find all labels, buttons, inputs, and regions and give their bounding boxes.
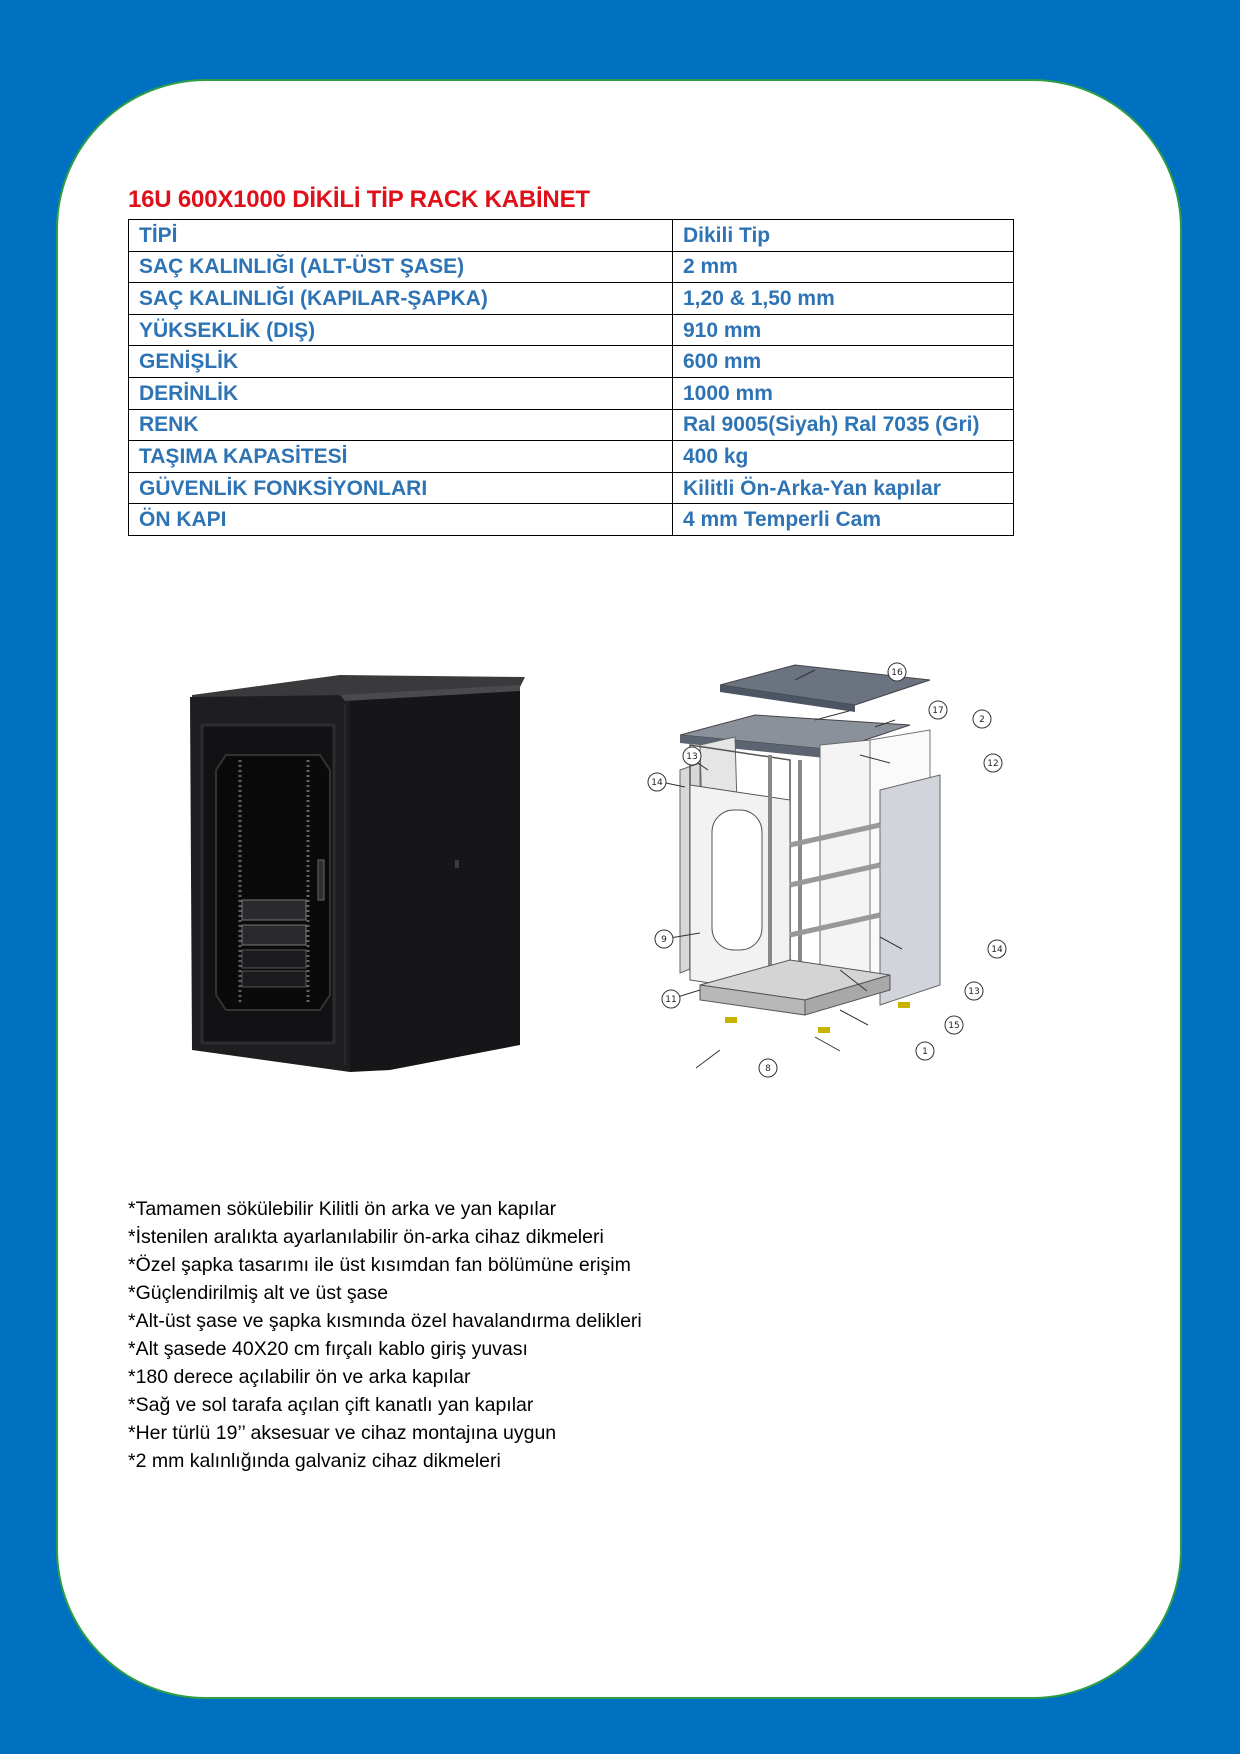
feature-item: *Her türlü 19’’ aksesuar ve cihaz montajına uygun [128, 1422, 557, 1444]
spec-label: GENİŞLİK [129, 346, 673, 378]
callout-label: 15 [948, 1021, 960, 1031]
spec-value: 1000 mm [673, 377, 1014, 409]
feature-item: *2 mm kalınlığında galvaniz cihaz dikmeleri [128, 1450, 501, 1472]
spec-row [129, 283, 1014, 315]
spec-row [129, 346, 1014, 378]
feature-list [128, 1195, 642, 1475]
feature-item: *180 derece açılabilir ön ve arka kapılar [128, 1366, 471, 1388]
callout-label: 12 [987, 759, 999, 769]
spec-label: GÜVENLİK FONKSİYONLARI [129, 472, 673, 504]
spec-row [129, 441, 1014, 473]
feature-item: *Alt şasede 40X20 cm fırçalı kablo giriş yuvası [128, 1338, 528, 1360]
callout-label: 13 [686, 752, 698, 762]
spec-label: DERİNLİK [129, 377, 673, 409]
callout-label: 14 [991, 945, 1003, 955]
callout-label: 13 [968, 987, 980, 997]
spec-value: Kilitli Ön-Arka-Yan kapılar [673, 472, 1014, 504]
spec-row [129, 504, 1014, 536]
feature-item: *Alt-üst şase ve şapka kısmında özel havalandırma delikleri [128, 1310, 642, 1332]
spec-label: ÖN KAPI [129, 504, 673, 536]
feature-item: *Güçlendirilmiş alt ve üst şase [128, 1282, 389, 1304]
spec-value: Ral 9005(Siyah) Ral 7035 (Gri) [673, 409, 1014, 441]
callout-label: 16 [891, 668, 903, 678]
feature-item: *Özel şapka tasarımı ile üst kısımdan fan bölümüne erişim [128, 1254, 631, 1276]
spec-value: 910 mm [673, 314, 1014, 346]
spec-row [129, 220, 1014, 252]
spec-value: 400 kg [673, 441, 1014, 473]
spec-row [129, 251, 1014, 283]
spec-row [129, 314, 1014, 346]
cabinet-photo [180, 665, 530, 1075]
spec-label: TİPİ [129, 220, 673, 252]
callout-label: 9 [661, 935, 667, 945]
spec-value: 1,20 & 1,50 mm [673, 283, 1014, 315]
spec-row [129, 409, 1014, 441]
callout-label: 8 [765, 1064, 771, 1074]
feature-item: *İstenilen aralıkta ayarlanılabilir ön-arka cihaz dikmeleri [128, 1226, 604, 1248]
spec-value: 600 mm [673, 346, 1014, 378]
spec-row [129, 472, 1014, 504]
product-title: 16U 600X1000 DİKİLİ TİP RACK KABİNET [128, 186, 590, 213]
callout-label: 11 [665, 995, 677, 1005]
spec-label: TAŞIMA KAPASİTESİ [129, 441, 673, 473]
callout-label: 14 [651, 778, 663, 788]
spec-label: RENK [129, 409, 673, 441]
spec-value: Dikili Tip [673, 220, 1014, 252]
callout-label: 17 [932, 706, 944, 716]
feature-item: *Sağ ve sol tarafa açılan çift kanatlı yan kapılar [128, 1394, 534, 1416]
spec-row [129, 377, 1014, 409]
spec-value: 2 mm [673, 251, 1014, 283]
callout-label: 1 [922, 1047, 928, 1057]
spec-label: YÜKSEKLİK (DIŞ) [129, 314, 673, 346]
spec-table [128, 219, 1014, 536]
spec-label: SAÇ KALINLIĞI (ALT-ÜST ŞASE) [129, 251, 673, 283]
spec-value: 4 mm Temperli Cam [673, 504, 1014, 536]
callout-label: 2 [979, 715, 985, 725]
spec-label: SAÇ KALINLIĞI (KAPILAR-ŞAPKA) [129, 283, 673, 315]
exploded-diagram [640, 655, 1010, 1080]
feature-item: *Tamamen sökülebilir Kilitli ön arka ve yan kapılar [128, 1198, 557, 1220]
